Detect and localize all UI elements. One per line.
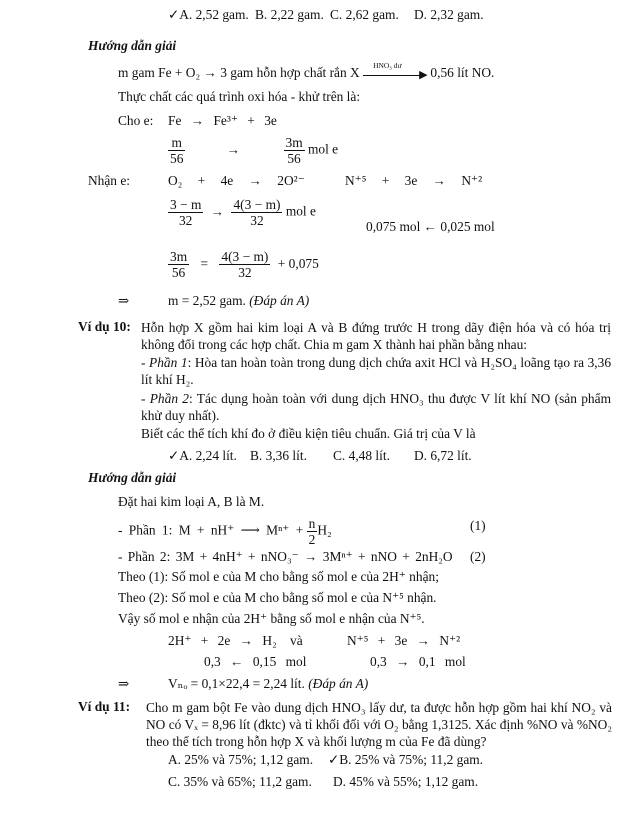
result: m = 2,52 gam. (Đáp án A) bbox=[168, 293, 310, 308]
reaction-arrow: HNO₃ dư ▶ bbox=[363, 67, 427, 81]
theo-1: Theo (1): Số mol e của M cho bằng số mol e của 2H⁺ nhận; bbox=[118, 569, 439, 584]
equation-row: $\frac{3m}{56}$ = $\frac{4(3 - m)}{32}$ + 0,075 bbox=[170, 249, 319, 280]
ex11-option-d: D. 45% và 55%; 1,12 gam. bbox=[333, 774, 479, 789]
half-eq-a: 2H⁺ + 2e → H₂ bbox=[168, 633, 277, 648]
ex11-option-a: A. 25% và 75%; 1,12 gam. bbox=[168, 752, 314, 767]
implies-icon: ⇒ bbox=[118, 293, 130, 308]
fraction: $\frac{4(3 - m)}{32}$ bbox=[233, 197, 281, 228]
example-10-text: Hỗn hợp X gồm hai kim loại A và B đứng trước H trong dãy điện hóa và có hóa trị không đổi trong các hợp chất. Chia m gam X thành hai phần bằng nhau: bbox=[141, 320, 611, 352]
fraction: $\frac{m}{56}$ bbox=[170, 135, 184, 166]
fraction: $\frac{n}{2}$ bbox=[308, 516, 316, 547]
receive-eq2: N⁺⁵ + 3e → N⁺² bbox=[345, 173, 483, 188]
give-fraction-row: $\frac{m}{56}$ → $\frac{3m}{56}$ mol e bbox=[170, 135, 339, 166]
ex11-option-c: C. 35% và 65%; 11,2 gam. bbox=[168, 774, 312, 789]
eq-number-1: (1) bbox=[470, 518, 486, 533]
fraction: $\frac{3m}{56}$ bbox=[170, 249, 188, 280]
receive-eq1: O₂ + 4e → 2O²⁻ bbox=[168, 173, 305, 188]
fraction: $\frac{4(3 - m)}{32}$ bbox=[221, 249, 269, 280]
part1-reaction: - Phần 1: M + nH⁺ ⟶ Mⁿ⁺ + $\frac{n}{2}$ H₂ bbox=[118, 516, 332, 547]
and-word: và bbox=[290, 633, 303, 648]
implies-icon-2: ⇒ bbox=[118, 676, 130, 691]
guide2-intro: Đặt hai kim loại A, B là M. bbox=[118, 494, 265, 509]
example-10-question: Biết các thể tích khí đo ở điều kiện tiêu chuẩn. Giá trị của V là bbox=[141, 426, 476, 441]
part-2: - Phần 2: Tác dụng hoàn toàn với dung dịch HNO₃ thu được V lít khí NO (sản phẩm khử duy nhất). bbox=[141, 391, 611, 423]
receive-mol: 0,075 mol ← 0,025 mol bbox=[366, 219, 495, 234]
conclusion: Vậy số mol e nhận của 2H⁺ bằng số mol e nhận của N⁺⁵. bbox=[118, 611, 425, 626]
guide-heading: Hướng dẫn giải bbox=[88, 38, 177, 53]
option-d: D. 2,32 gam. bbox=[414, 7, 484, 22]
part-1: - Phần 1: Hòa tan hoàn toàn trong dung dịch chứa axit HCl và H₂SO₄ loãng tạo ra 3,36 lít khí H₂. bbox=[141, 355, 612, 387]
reaction-right: 0,56 lít NO. bbox=[430, 65, 495, 80]
receive-label: Nhận e: bbox=[88, 173, 131, 188]
theo-2: Theo (2): Số mol e của M cho bằng số mol e của N⁺⁵ nhận. bbox=[118, 590, 437, 605]
ex10-option-d: D. 6,72 lít. bbox=[414, 448, 472, 463]
ex10-option-a: ✓A. 2,24 lít. bbox=[168, 448, 237, 463]
ex10-option-b: B. 3,36 lít. bbox=[250, 448, 307, 463]
ex10-option-c: C. 4,48 lít. bbox=[333, 448, 390, 463]
option-a: ✓A. 2,52 gam. bbox=[168, 7, 249, 22]
part2-reaction: - Phần 2: 3M + 4nH⁺ + nNO₃⁻ → 3Mⁿ⁺ + nNO + 2nH₂O bbox=[118, 549, 453, 564]
result-2: Vₙₒ = 0,1×22,4 = 2,24 lít. (Đáp án A) bbox=[168, 676, 369, 691]
give-equation: Fe → Fe³⁺ + 3e bbox=[168, 113, 277, 128]
reaction-line bbox=[118, 60, 495, 81]
fraction: $\frac{3 - m}{32}$ bbox=[170, 197, 202, 228]
give-label: Cho e: bbox=[118, 113, 154, 128]
mol-a: 0,3 ← 0,15 mol bbox=[204, 654, 307, 669]
process-intro: Thực chất các quá trình oxi hóa - khử trên là: bbox=[118, 89, 361, 104]
arrow-label: HNO₃ dư bbox=[373, 60, 402, 70]
option-b: B. 2,22 gam. bbox=[255, 7, 324, 22]
mol-b: 0,3 → 0,1 mol bbox=[370, 654, 466, 669]
eq-number-2: (2) bbox=[470, 549, 486, 564]
ex11-option-b: ✓B. 25% và 75%; 11,2 gam. bbox=[328, 752, 484, 767]
half-eq-b: N⁺⁵ + 3e → N⁺² bbox=[347, 633, 461, 648]
example-11-label: Ví dụ 11: bbox=[78, 699, 131, 714]
guide-heading-2: Hướng dẫn giải bbox=[88, 470, 177, 485]
receive-fraction-row: $\frac{3 - m}{32}$ → $\frac{4(3 - m)}{32}$ mol e bbox=[170, 197, 316, 228]
example-10-label: Ví dụ 10: bbox=[78, 319, 131, 334]
example-11-text: Cho m gam bột Fe vào dung dịch HNO₃ lấy dư, ta được hỗn hợp gồm hai khí NO₂ và NO có Vₓ = 8,96 lít (đktc) và tỉ khối đối với O₂ bằng 1,3125. Xác định %NO và %NO₂ theo thể tích trong hỗn hợp X và khối lượng m của Fe đã dùng? bbox=[146, 700, 612, 749]
fraction: $\frac{3m}{56}$ bbox=[285, 135, 303, 166]
option-c: C. 2,62 gam. bbox=[330, 7, 399, 22]
reaction-left: m gam Fe + O₂ → 3 gam hỗn hợp chất rắn X bbox=[118, 65, 360, 80]
